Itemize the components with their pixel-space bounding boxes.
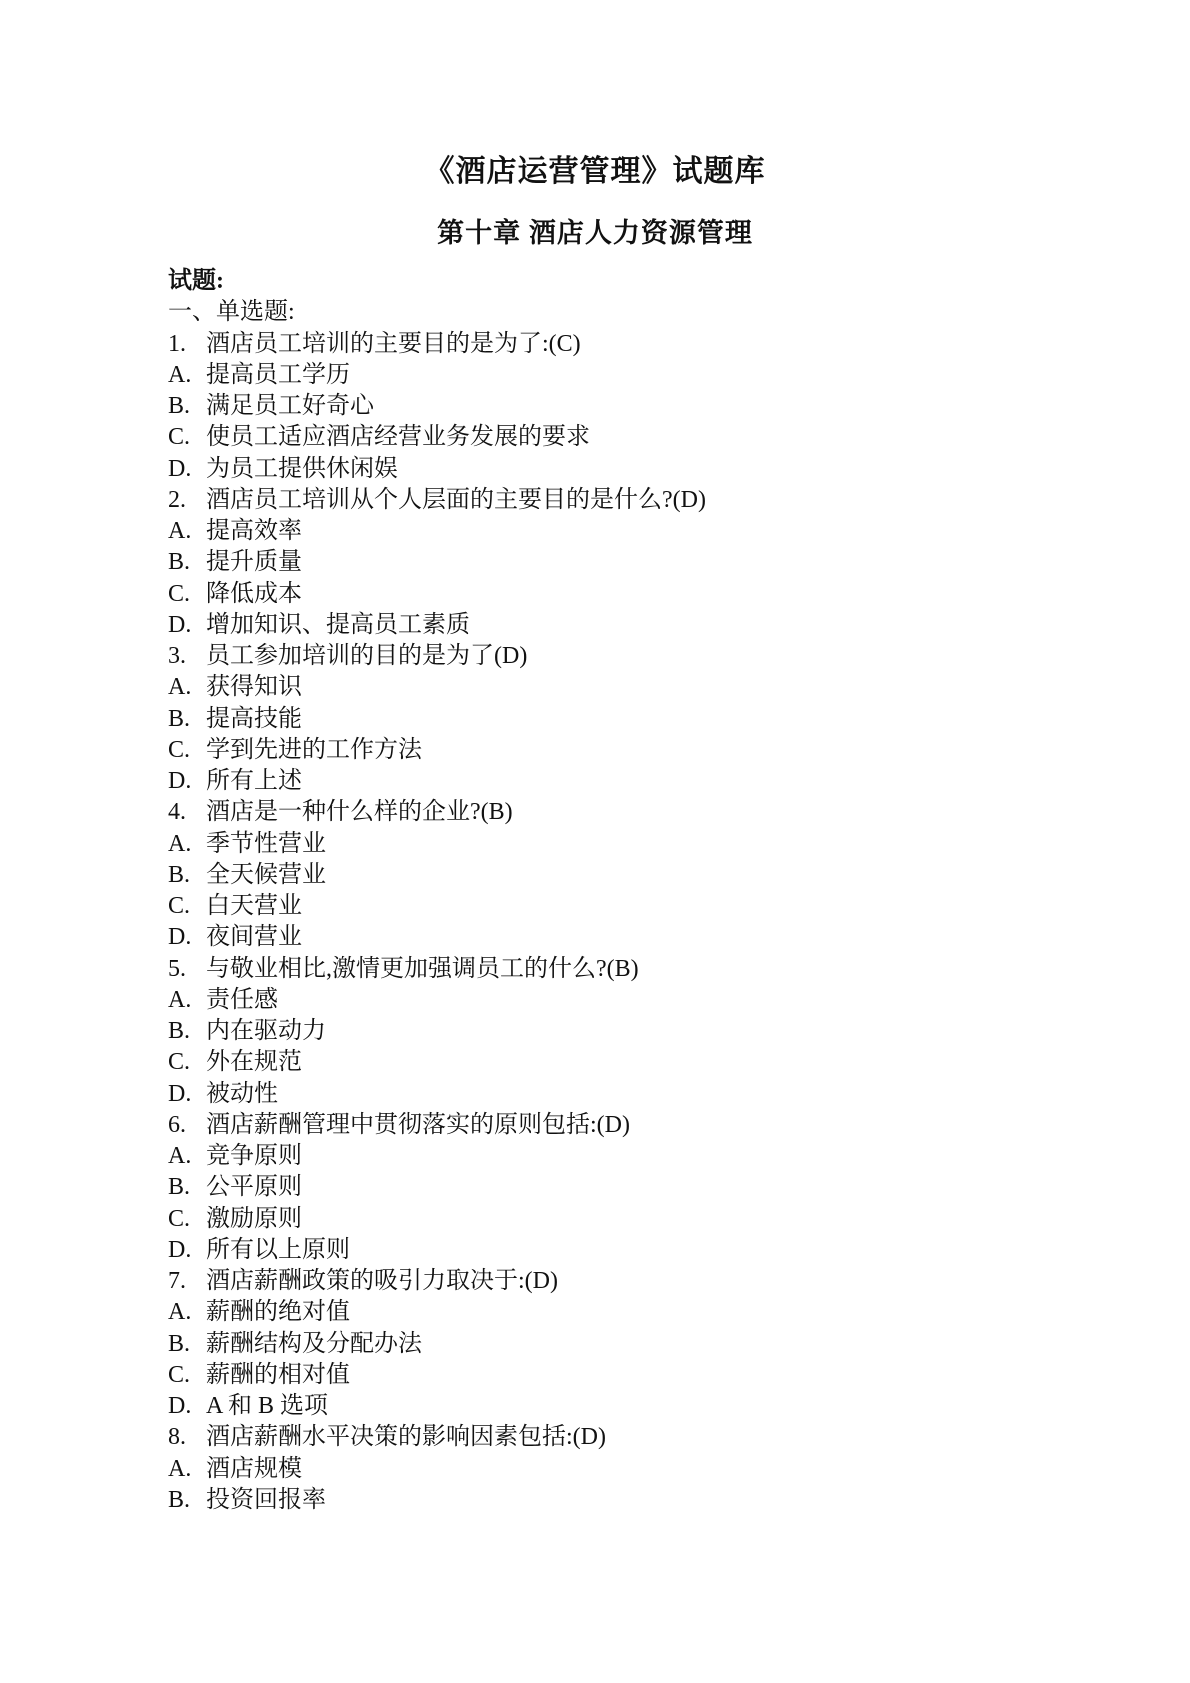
line-text: 责任感 — [206, 986, 278, 1013]
line-marker: A. — [168, 518, 192, 544]
line-text: 增加知识、提高员工素质 — [206, 611, 470, 638]
option-line — [168, 1391, 1110, 1422]
option-line — [168, 1297, 1110, 1328]
line-marker: C. — [168, 424, 191, 451]
option-line — [168, 1141, 1110, 1172]
option-line — [168, 1016, 1110, 1047]
line-marker: D. — [168, 1080, 192, 1107]
option-line — [168, 829, 1110, 860]
question-line — [168, 641, 1110, 672]
line-marker: C. — [168, 1205, 191, 1232]
line-text: 酒店是一种什么样的企业?(B) — [206, 799, 513, 826]
option-line — [168, 922, 1110, 953]
line-text: 酒店员工培训的主要目的是为了:(C) — [206, 330, 581, 357]
line-marker: A. — [168, 1143, 192, 1169]
line-marker: C. — [168, 580, 191, 607]
option-line — [168, 672, 1110, 703]
line-text: 所有上述 — [206, 768, 302, 794]
option-line — [168, 516, 1110, 547]
option-line — [168, 1079, 1110, 1110]
line-marker: 2. — [168, 486, 186, 513]
line-marker: 3. — [168, 643, 186, 669]
line-marker: A. — [168, 674, 192, 701]
line-marker: A. — [168, 1299, 192, 1326]
question-type-line — [168, 297, 1110, 328]
line-marker: A. — [168, 361, 192, 388]
line-marker: B. — [168, 705, 191, 732]
question-line — [168, 485, 1110, 516]
line-marker: C. — [168, 1049, 191, 1076]
line-marker: C. — [168, 736, 191, 763]
line-marker: C. — [168, 893, 191, 919]
line-text: A 和 B 选项 — [206, 1393, 329, 1419]
line-marker: D. — [168, 1236, 192, 1263]
line-text: 全天候营业 — [206, 861, 326, 888]
line-marker: A. — [168, 1455, 192, 1482]
line-text: 外在规范 — [206, 1049, 302, 1076]
line-marker: B. — [168, 393, 191, 419]
option-line — [168, 610, 1110, 641]
line-marker: B. — [168, 861, 191, 888]
line-text: 竞争原则 — [206, 1143, 302, 1169]
question-list — [168, 329, 1110, 1517]
section-label-line — [168, 266, 1110, 297]
line-text: 满足员工好奇心 — [206, 393, 374, 419]
line-text: 提高效率 — [206, 518, 302, 544]
line-text: 被动性 — [206, 1080, 278, 1107]
line-text: 内在驱动力 — [206, 1018, 326, 1044]
document-title: 《酒店运营管理》试题库 — [424, 155, 766, 188]
line-text: 季节性营业 — [206, 830, 326, 857]
line-marker: C. — [168, 1361, 191, 1388]
question-type-label: 一、单选题: — [168, 299, 295, 326]
line-marker: B. — [168, 1174, 191, 1201]
option-line — [168, 1360, 1110, 1391]
question-line — [168, 797, 1110, 828]
line-text: 白天营业 — [206, 893, 302, 919]
option-line — [168, 579, 1110, 610]
line-marker: B. — [168, 549, 191, 576]
option-line — [168, 704, 1110, 735]
line-marker: D. — [168, 611, 192, 638]
option-line — [168, 1235, 1110, 1266]
line-marker: 4. — [168, 799, 186, 826]
line-text: 投资回报率 — [206, 1486, 326, 1513]
line-marker: D. — [168, 768, 192, 794]
line-text: 所有以上原则 — [206, 1236, 350, 1263]
line-text: 酒店员工培训从个人层面的主要目的是什么?(D) — [206, 486, 706, 513]
option-line — [168, 1172, 1110, 1203]
line-marker: B. — [168, 1486, 191, 1513]
line-marker: 6. — [168, 1111, 186, 1138]
line-marker: D. — [168, 1393, 192, 1419]
line-text: 酒店薪酬水平决策的影响因素包括:(D) — [206, 1424, 606, 1451]
option-line — [168, 891, 1110, 922]
question-line — [168, 954, 1110, 985]
line-text: 提高员工学历 — [206, 361, 350, 388]
chapter-heading: 第十章 酒店人力资源管理 — [437, 218, 753, 248]
option-line — [168, 860, 1110, 891]
line-text: 薪酬结构及分配办法 — [206, 1330, 422, 1357]
line-marker: 1. — [168, 330, 186, 357]
line-text: 员工参加培训的目的是为了(D) — [206, 643, 528, 669]
option-line — [168, 360, 1110, 391]
line-text: 提高技能 — [206, 705, 302, 732]
option-line — [168, 735, 1110, 766]
line-text: 薪酬的绝对值 — [206, 1299, 350, 1326]
line-text: 激励原则 — [206, 1205, 302, 1232]
line-marker: A. — [168, 986, 192, 1013]
option-line — [168, 985, 1110, 1016]
line-text: 酒店薪酬管理中贯彻落实的原则包括:(D) — [206, 1111, 630, 1138]
option-line — [168, 1329, 1110, 1360]
line-marker: 7. — [168, 1268, 186, 1294]
line-text: 薪酬的相对值 — [206, 1361, 350, 1388]
question-line — [168, 1266, 1110, 1297]
question-line — [168, 1422, 1110, 1453]
line-text: 提升质量 — [206, 549, 302, 576]
line-text: 为员工提供休闲娱 — [206, 455, 398, 482]
option-line — [168, 1047, 1110, 1078]
line-text: 降低成本 — [206, 580, 302, 607]
line-text: 酒店薪酬政策的吸引力取决于:(D) — [206, 1268, 558, 1294]
line-text: 夜间营业 — [206, 924, 302, 951]
line-marker: B. — [168, 1018, 191, 1044]
question-line — [168, 1110, 1110, 1141]
line-marker: 8. — [168, 1424, 186, 1451]
line-text: 酒店规模 — [206, 1455, 302, 1482]
line-marker: D. — [168, 924, 192, 951]
option-line — [168, 454, 1110, 485]
line-text: 学到先进的工作方法 — [206, 736, 422, 763]
option-line — [168, 422, 1110, 453]
option-line — [168, 391, 1110, 422]
option-line — [168, 766, 1110, 797]
line-marker: A. — [168, 830, 192, 857]
option-line — [168, 1204, 1110, 1235]
line-text: 公平原则 — [206, 1174, 302, 1201]
line-marker: D. — [168, 455, 192, 482]
question-line — [168, 329, 1110, 360]
line-marker: 5. — [168, 955, 186, 982]
option-line — [168, 547, 1110, 578]
line-marker: B. — [168, 1330, 191, 1357]
line-text: 获得知识 — [206, 674, 302, 701]
line-text: 使员工适应酒店经营业务发展的要求 — [206, 424, 590, 451]
option-line — [168, 1454, 1110, 1485]
document-body — [168, 266, 1110, 1516]
section-label: 试题: — [168, 268, 224, 294]
line-text: 与敬业相比,激情更加强调员工的什么?(B) — [206, 955, 639, 982]
option-line — [168, 1485, 1110, 1516]
